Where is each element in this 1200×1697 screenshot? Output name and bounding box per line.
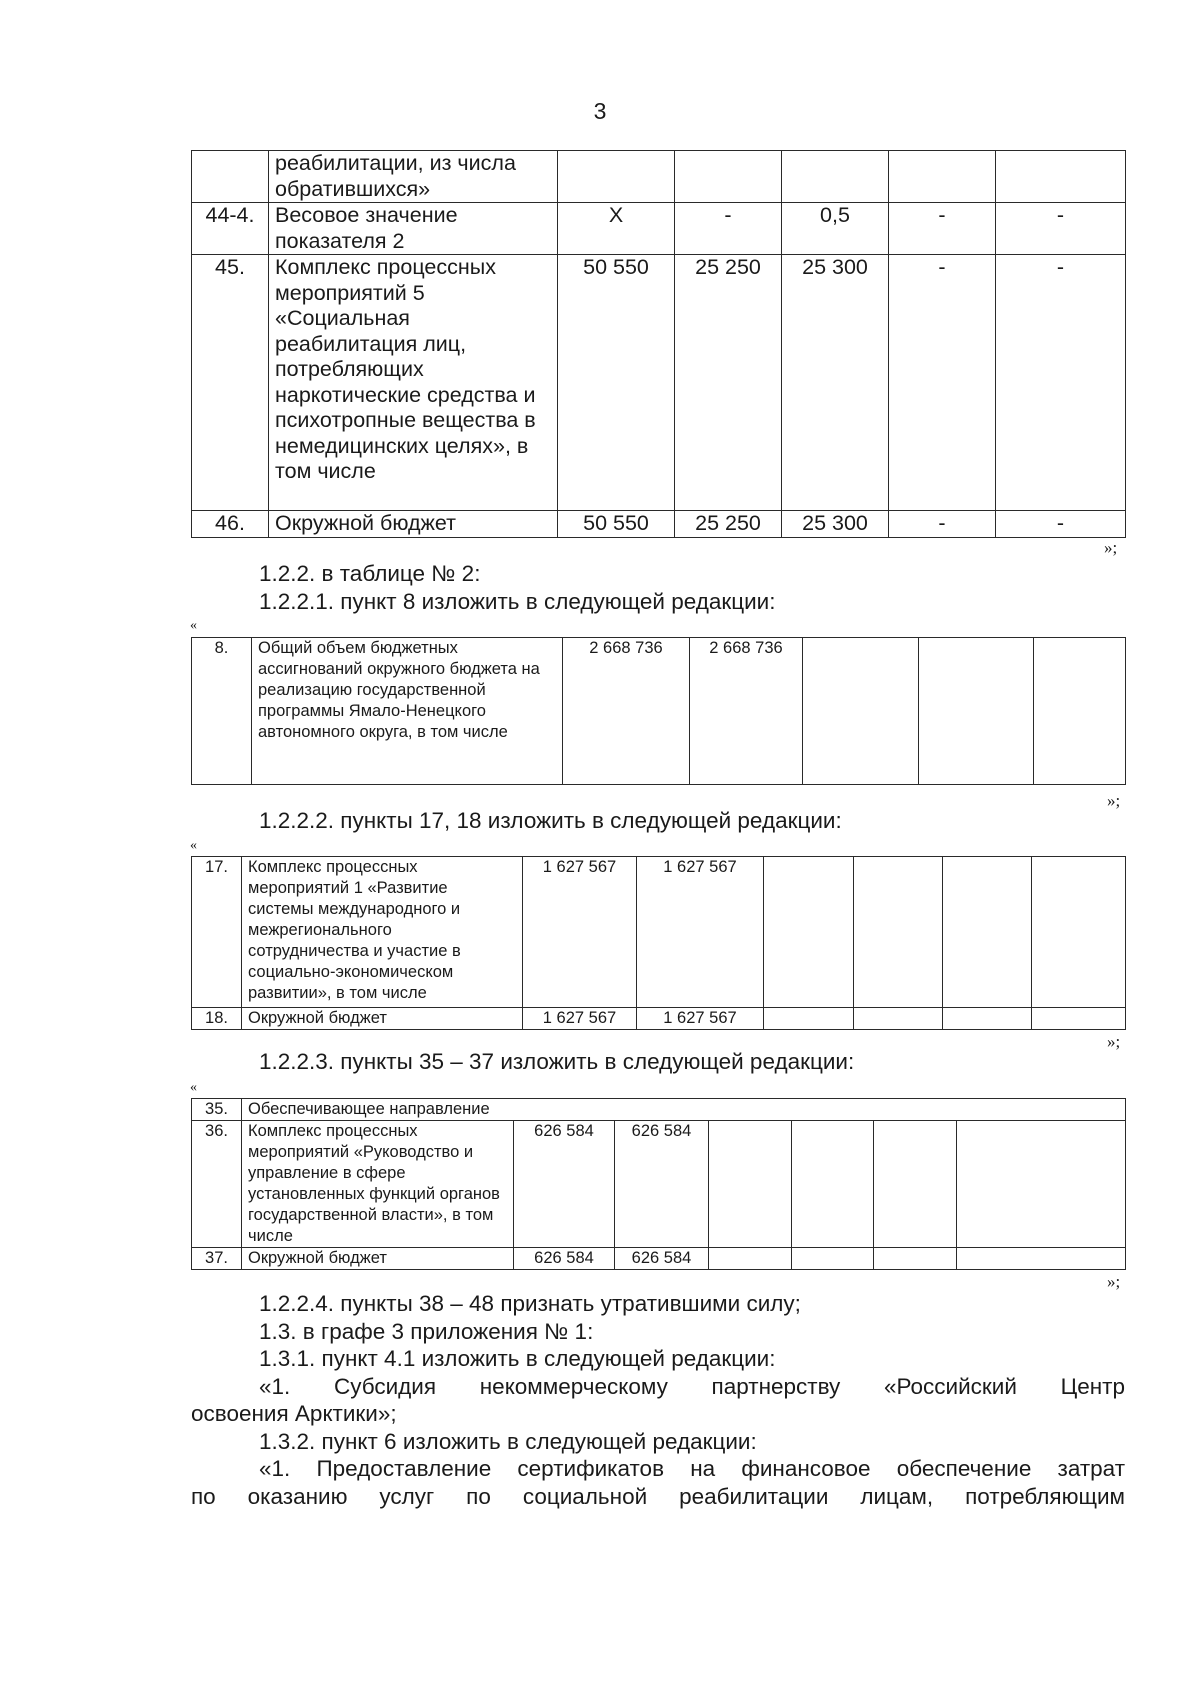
row-name: реабилитации, из числа обратившихся»	[269, 151, 558, 203]
cell: -	[889, 511, 996, 538]
section-heading: 1.2.2.1. пункт 8 изложить в следующей редакции:	[259, 589, 776, 614]
cell	[803, 638, 919, 785]
table-row	[192, 1121, 1126, 1248]
cell	[782, 151, 889, 203]
close-quote-mark: »;	[1107, 791, 1121, 810]
open-quote-mark: «	[190, 618, 197, 633]
cell	[558, 151, 675, 203]
cell: 25 300	[782, 511, 889, 538]
table-row	[192, 255, 1126, 511]
cell: -	[675, 203, 782, 255]
cell: 626 584	[615, 1121, 709, 1248]
table-row	[192, 857, 1126, 1008]
row-name: Комплекс процессных мероприятий 1 «Развитие системы международного и межрегионального сотрудничества и участие в социально-экономическом развитии», в том числе	[242, 857, 523, 1008]
cell: 50 550	[558, 255, 675, 511]
cell	[1032, 857, 1126, 1008]
row-number: 17.	[192, 857, 242, 1008]
table-row	[192, 151, 1126, 203]
section-heading: 1.3. в графе 3 приложения № 1:	[259, 1319, 594, 1344]
close-quote-mark: »;	[1107, 1032, 1121, 1051]
cell: 50 550	[558, 511, 675, 538]
cell: 626 584	[615, 1248, 709, 1270]
table-row	[192, 203, 1126, 255]
row-name: Окружной бюджет	[242, 1008, 523, 1030]
cell	[1032, 1008, 1126, 1030]
cell: X	[558, 203, 675, 255]
cell: 1 627 567	[637, 1008, 764, 1030]
cell	[854, 1008, 943, 1030]
cell	[874, 1121, 957, 1248]
cell: -	[996, 203, 1126, 255]
row-name: Общий объем бюджетных ассигнований окружного бюджета на реализацию государственной программы Ямало-Ненецкого автономного округа, в том числе	[252, 638, 563, 785]
quote-text: освоения Арктики»;	[191, 1401, 397, 1426]
cell	[874, 1248, 957, 1270]
cell	[943, 857, 1032, 1008]
row-name: Обеспечивающее направление	[242, 1099, 1126, 1121]
cell	[1034, 638, 1126, 785]
cell: 25 300	[782, 255, 889, 511]
cell	[709, 1248, 792, 1270]
cell	[854, 857, 943, 1008]
row-number: 44-4.	[192, 203, 269, 255]
row-number: 36.	[192, 1121, 242, 1248]
close-quote-mark: »;	[1104, 538, 1118, 557]
cell	[889, 151, 996, 203]
table-row	[192, 1099, 1126, 1121]
page-number: 3	[593, 98, 607, 124]
table-row	[192, 511, 1126, 538]
cell	[919, 638, 1034, 785]
cell: -	[889, 203, 996, 255]
section-heading: 1.3.2. пункт 6 изложить в следующей редакции:	[259, 1429, 757, 1454]
section-heading: 1.2.2.2. пункты 17, 18 изложить в следующей редакции:	[259, 808, 842, 833]
quote-text: «1. Предоставление сертификатов на финансовое обеспечение затрат	[259, 1456, 1125, 1481]
cell: 2 668 736	[563, 638, 690, 785]
cell	[957, 1248, 1126, 1270]
cell	[764, 1008, 854, 1030]
cell: 0,5	[782, 203, 889, 255]
cell: 2 668 736	[690, 638, 803, 785]
quote-text: «1. Субсидия некоммерческому партнерству «Российский Центр	[259, 1374, 1125, 1399]
cell	[943, 1008, 1032, 1030]
table-1	[191, 150, 1126, 538]
cell	[957, 1121, 1126, 1248]
section-heading: 1.2.2.3. пункты 35 – 37 изложить в следующей редакции:	[259, 1049, 855, 1074]
row-name: Комплекс процессных мероприятий 5 «Социальная реабилитация лиц, потребляющих наркотические средства и психотропные вещества в немедицинских целях», в том числе	[269, 255, 558, 511]
open-quote-mark: «	[190, 1080, 197, 1095]
row-number	[192, 151, 269, 203]
cell	[792, 1121, 874, 1248]
table-3	[191, 856, 1126, 1030]
cell: 25 250	[675, 255, 782, 511]
row-number: 46.	[192, 511, 269, 538]
table-4	[191, 1098, 1126, 1270]
cell: -	[996, 255, 1126, 511]
row-number: 45.	[192, 255, 269, 511]
table-row	[192, 638, 1126, 785]
cell: 1 627 567	[637, 857, 764, 1008]
section-heading: 1.2.2. в таблице № 2:	[259, 561, 481, 586]
table-2	[191, 637, 1126, 785]
cell: -	[889, 255, 996, 511]
section-heading: 1.3.1. пункт 4.1 изложить в следующей редакции:	[259, 1346, 776, 1371]
cell	[792, 1248, 874, 1270]
cell: 1 627 567	[523, 857, 637, 1008]
cell	[675, 151, 782, 203]
cell: 25 250	[675, 511, 782, 538]
close-quote-mark: »;	[1107, 1272, 1121, 1291]
row-number: 8.	[192, 638, 252, 785]
table-row	[192, 1248, 1126, 1270]
cell	[709, 1121, 792, 1248]
row-name: Весовое значение показателя 2	[269, 203, 558, 255]
cell: 1 627 567	[523, 1008, 637, 1030]
row-number: 18.	[192, 1008, 242, 1030]
cell	[764, 857, 854, 1008]
table-row	[192, 1008, 1126, 1030]
row-name: Окружной бюджет	[242, 1248, 514, 1270]
cell: 626 584	[514, 1248, 615, 1270]
section-heading: 1.2.2.4. пункты 38 – 48 признать утратившими силу;	[259, 1291, 801, 1316]
row-name: Комплекс процессных мероприятий «Руководство и управление в сфере установленных функций органов государственной власти», в том числе	[242, 1121, 514, 1248]
row-number: 37.	[192, 1248, 242, 1270]
row-name: Окружной бюджет	[269, 511, 558, 538]
open-quote-mark: «	[190, 838, 197, 853]
quote-text: по оказанию услуг по социальной реабилитации лицам, потребляющим	[191, 1484, 1125, 1509]
row-number: 35.	[192, 1099, 242, 1121]
cell	[996, 151, 1126, 203]
cell: 626 584	[514, 1121, 615, 1248]
cell: -	[996, 511, 1126, 538]
